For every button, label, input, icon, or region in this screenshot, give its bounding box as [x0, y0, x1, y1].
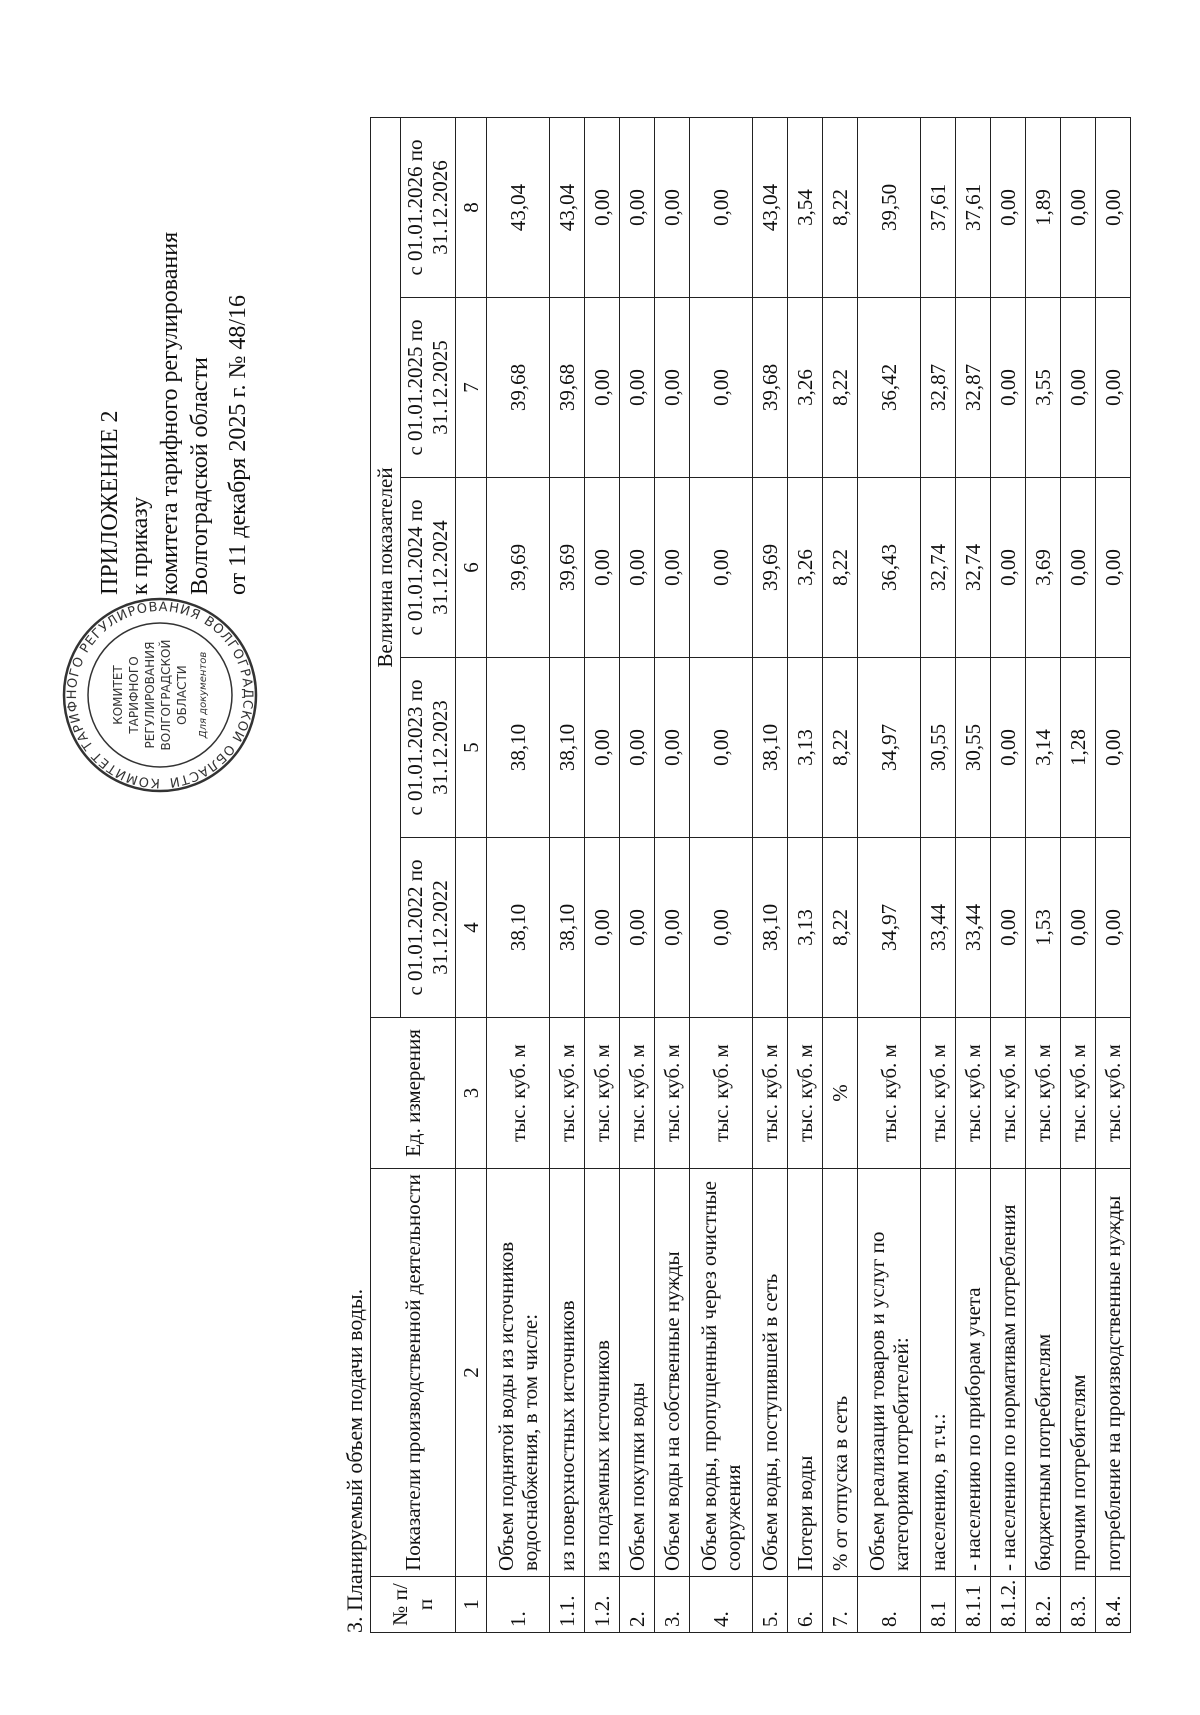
- row-value: 30,55: [921, 658, 956, 838]
- row-number: 8.2.: [1026, 1577, 1061, 1633]
- appendix-line: комитета тарифного регулирования: [157, 231, 183, 595]
- row-value: 0,00: [655, 658, 690, 838]
- row-number: 8.1.1: [956, 1577, 991, 1633]
- table-row: [585, 117, 620, 1632]
- row-value: 33,44: [956, 838, 991, 1018]
- row-value: 39,68: [550, 298, 585, 478]
- row-unit: тыс. куб. м: [585, 1018, 620, 1169]
- row-unit: тыс. куб. м: [1061, 1018, 1096, 1169]
- row-indicator: Объем поднятой воды из источников водоснабжения, в том числе:: [487, 1169, 550, 1577]
- row-value: 0,00: [585, 117, 620, 297]
- row-value: 8,22: [823, 478, 858, 658]
- row-value: 38,10: [487, 658, 550, 838]
- header-num: № п/п: [371, 1577, 456, 1633]
- row-value: 0,00: [690, 838, 753, 1018]
- row-number: 1.2.: [585, 1577, 620, 1633]
- stamp-outer-text: КОМИТЕТ ТАРИФНОГО РЕГУЛИРОВАНИЯ ВОЛГОГРАДСКОЙ ОБЛАСТИ: [64, 599, 256, 791]
- table-row: [487, 117, 550, 1632]
- row-value: 0,00: [585, 838, 620, 1018]
- row-number: 3.: [655, 1577, 690, 1633]
- row-indicator: прочим потребителям: [1061, 1169, 1096, 1577]
- row-value: 3,69: [1026, 478, 1061, 658]
- row-value: 38,10: [550, 658, 585, 838]
- row-number: 8.1.2.: [991, 1577, 1026, 1633]
- row-unit: тыс. куб. м: [487, 1018, 550, 1169]
- row-indicator: Объем воды на собственные нужды: [655, 1169, 690, 1577]
- appendix-header: [95, 232, 253, 595]
- row-value: 3,26: [788, 478, 823, 658]
- row-value: 0,00: [1061, 478, 1096, 658]
- row-unit: тыс. куб. м: [620, 1018, 655, 1169]
- table-row: [1061, 117, 1096, 1632]
- index-cell: 2: [456, 1169, 487, 1577]
- row-number: 8.1: [921, 1577, 956, 1633]
- row-value: 0,00: [690, 478, 753, 658]
- row-value: 36,43: [858, 478, 921, 658]
- table-row: [1026, 117, 1061, 1632]
- row-value: 0,00: [991, 298, 1026, 478]
- row-value: 38,10: [753, 658, 788, 838]
- row-indicator: - населению по приборам учета: [956, 1169, 991, 1577]
- row-unit: тыс. куб. м: [858, 1018, 921, 1169]
- row-value: 3,13: [788, 838, 823, 1018]
- row-value: 0,00: [620, 298, 655, 478]
- table-row: [823, 117, 858, 1632]
- header-name: Показатели производственной деятельности: [371, 1169, 456, 1577]
- row-unit: %: [823, 1018, 858, 1169]
- header-period: с 01.01.2023 по 31.12.2023: [401, 658, 456, 838]
- stamp-text: РЕГУЛИРОВАНИЯ: [143, 641, 157, 749]
- row-number: 2.: [620, 1577, 655, 1633]
- row-value: 0,00: [1061, 117, 1096, 297]
- row-value: 0,00: [1061, 838, 1096, 1018]
- row-value: 8,22: [823, 658, 858, 838]
- index-cell: 3: [456, 1018, 487, 1169]
- row-indicator: из подземных источников: [585, 1169, 620, 1577]
- table-row: [655, 117, 690, 1632]
- row-indicator: населению, в т.ч.:: [921, 1169, 956, 1577]
- index-cell: 6: [456, 478, 487, 658]
- row-value: 0,00: [991, 117, 1026, 297]
- row-indicator: Объем воды, пропущенный через очистные сооружения: [690, 1169, 753, 1577]
- header-unit: Ед. измерения: [371, 1018, 456, 1169]
- row-value: 0,00: [655, 478, 690, 658]
- row-value: 32,87: [956, 298, 991, 478]
- row-indicator: Объем реализации товаров и услуг по категориям потребителей:: [858, 1169, 921, 1577]
- row-number: 4.: [690, 1577, 753, 1633]
- row-value: 0,00: [1096, 838, 1131, 1018]
- table-row: [690, 117, 753, 1632]
- row-value: 0,00: [690, 298, 753, 478]
- table-row: [956, 117, 991, 1632]
- header-period: с 01.01.2026 по 31.12.2026: [401, 117, 456, 297]
- stamp-text: ВОЛГОГРАДСКОЙ: [159, 639, 173, 751]
- row-value: 0,00: [620, 658, 655, 838]
- table-row: [550, 117, 585, 1632]
- table-row: [1096, 117, 1131, 1632]
- header-period: с 01.01.2024 по 31.12.2024: [401, 478, 456, 658]
- index-cell: 5: [456, 658, 487, 838]
- row-value: 39,68: [753, 298, 788, 478]
- row-indicator: Объем воды, поступившей в сеть: [753, 1169, 788, 1577]
- row-value: 38,10: [753, 838, 788, 1018]
- row-number: 1.: [487, 1577, 550, 1633]
- row-value: 43,04: [753, 117, 788, 297]
- row-indicator: из поверхностных источников: [550, 1169, 585, 1577]
- row-value: 0,00: [690, 117, 753, 297]
- stamp-text: ОБЛАСТИ: [175, 665, 189, 725]
- row-unit: тыс. куб. м: [956, 1018, 991, 1169]
- appendix-line: Волгоградской области: [187, 357, 213, 595]
- row-value: 1,53: [1026, 838, 1061, 1018]
- row-value: 1,89: [1026, 117, 1061, 297]
- row-indicator: потребление на производственные нужды: [1096, 1169, 1131, 1577]
- row-value: 0,00: [991, 478, 1026, 658]
- row-value: 0,00: [620, 838, 655, 1018]
- row-value: 39,69: [487, 478, 550, 658]
- row-value: 8,22: [823, 838, 858, 1018]
- row-indicator: - населению по нормативам потребления: [991, 1169, 1026, 1577]
- row-unit: тыс. куб. м: [991, 1018, 1026, 1169]
- row-value: 39,69: [550, 478, 585, 658]
- appendix-title: ПРИЛОЖЕНИЕ 2: [97, 410, 123, 595]
- row-value: 37,61: [956, 117, 991, 297]
- stamp-text: Для документов: [198, 651, 209, 739]
- row-value: 43,04: [550, 117, 585, 297]
- row-number: 5.: [753, 1577, 788, 1633]
- row-value: 0,00: [655, 117, 690, 297]
- row-indicator: Объем покупки воды: [620, 1169, 655, 1577]
- row-number: 8.4.: [1096, 1577, 1131, 1633]
- row-value: 0,00: [620, 117, 655, 297]
- official-stamp: [60, 595, 260, 795]
- row-number: 7.: [823, 1577, 858, 1633]
- row-value: 0,00: [585, 298, 620, 478]
- row-value: 1,28: [1061, 658, 1096, 838]
- row-value: 0,00: [1096, 298, 1131, 478]
- row-value: 0,00: [1061, 298, 1096, 478]
- table-row: [991, 117, 1026, 1632]
- row-unit: тыс. куб. м: [788, 1018, 823, 1169]
- table-row: [921, 117, 956, 1632]
- row-value: 0,00: [655, 838, 690, 1018]
- row-value: 3,26: [788, 298, 823, 478]
- header-period: с 01.01.2022 по 31.12.2022: [401, 838, 456, 1018]
- row-value: 3,13: [788, 658, 823, 838]
- row-value: 33,44: [921, 838, 956, 1018]
- row-value: 38,10: [550, 838, 585, 1018]
- table-row: [788, 117, 823, 1632]
- stamp-text: КОМИТЕТ: [111, 665, 125, 725]
- table-row: [753, 117, 788, 1632]
- row-unit: тыс. куб. м: [690, 1018, 753, 1169]
- row-unit: тыс. куб. м: [753, 1018, 788, 1169]
- row-unit: тыс. куб. м: [1096, 1018, 1131, 1169]
- row-value: 0,00: [991, 838, 1026, 1018]
- table-row: [620, 117, 655, 1632]
- row-value: 0,00: [991, 658, 1026, 838]
- appendix-date: от 11 декабря 2025 г. № 48/16: [225, 294, 251, 595]
- row-unit: тыс. куб. м: [550, 1018, 585, 1169]
- row-value: 3,55: [1026, 298, 1061, 478]
- table-row: [858, 117, 921, 1632]
- row-value: 39,69: [753, 478, 788, 658]
- row-indicator: % от отпуска в сеть: [823, 1169, 858, 1577]
- water-supply-table: [370, 117, 1131, 1633]
- row-value: 36,42: [858, 298, 921, 478]
- stamp-text: ТАРИФНОГО: [127, 656, 141, 734]
- header-group: Величина показателей: [371, 117, 401, 1017]
- row-indicator: бюджетным потребителям: [1026, 1169, 1061, 1577]
- row-unit: тыс. куб. м: [921, 1018, 956, 1169]
- row-value: 32,74: [956, 478, 991, 658]
- section-title: 3. Планируемый объем подачи воды.: [342, 1288, 367, 1633]
- row-value: 8,22: [823, 117, 858, 297]
- row-value: 0,00: [1096, 117, 1131, 297]
- row-value: 34,97: [858, 658, 921, 838]
- appendix-line: к приказу: [127, 496, 153, 595]
- row-value: 0,00: [1096, 658, 1131, 838]
- row-unit: тыс. куб. м: [655, 1018, 690, 1169]
- row-value: 38,10: [487, 838, 550, 1018]
- row-value: 34,97: [858, 838, 921, 1018]
- row-value: 32,87: [921, 298, 956, 478]
- row-value: 43,04: [487, 117, 550, 297]
- row-value: 0,00: [655, 298, 690, 478]
- row-value: 30,55: [956, 658, 991, 838]
- index-cell: 8: [456, 117, 487, 297]
- row-value: 0,00: [585, 478, 620, 658]
- row-value: 32,74: [921, 478, 956, 658]
- row-value: 39,68: [487, 298, 550, 478]
- row-value: 3,54: [788, 117, 823, 297]
- index-cell: 1: [456, 1577, 487, 1633]
- row-indicator: Потери воды: [788, 1169, 823, 1577]
- index-cell: 4: [456, 838, 487, 1018]
- row-value: 3,14: [1026, 658, 1061, 838]
- header-period: с 01.01.2025 по 31.12.2025: [401, 298, 456, 478]
- row-value: 8,22: [823, 298, 858, 478]
- row-number: 8.: [858, 1577, 921, 1633]
- row-unit: тыс. куб. м: [1026, 1018, 1061, 1169]
- row-value: 0,00: [620, 478, 655, 658]
- row-number: 1.1.: [550, 1577, 585, 1633]
- row-value: 0,00: [585, 658, 620, 838]
- index-row: [456, 117, 487, 1632]
- row-value: 37,61: [921, 117, 956, 297]
- row-number: 8.3.: [1061, 1577, 1096, 1633]
- row-value: 39,50: [858, 117, 921, 297]
- row-value: 0,00: [1096, 478, 1131, 658]
- row-number: 6.: [788, 1577, 823, 1633]
- row-value: 0,00: [690, 658, 753, 838]
- index-cell: 7: [456, 298, 487, 478]
